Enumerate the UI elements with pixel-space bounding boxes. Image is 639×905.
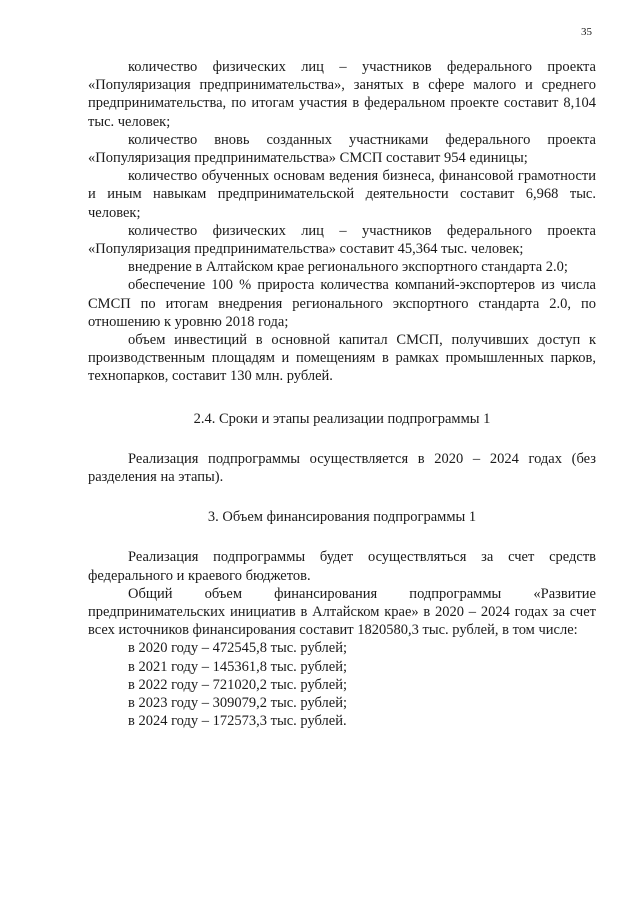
result-item-7: объем инвестиций в основной капитал СМСП, получивших доступ к производственным площадям и помещениям в рамках промышленных парков, технопарков, составит 130 млн. рублей. (88, 332, 596, 385)
funding-year-2020: в 2020 году – 472545,8 тыс. рублей; (128, 640, 348, 657)
section-heading-2-4: 2.4. Сроки и этапы реализации подпрограммы 1 (193, 410, 491, 427)
section-3-text-1: Реализация подпрограммы будет осуществляться за счет средств федерального и краевого бюджетов. (88, 549, 596, 584)
funding-year-2022: в 2022 году – 721020,2 тыс. рублей; (128, 676, 348, 693)
funding-year-2024: в 2024 году – 172573,3 тыс. рублей. (128, 713, 347, 730)
result-item-6: обеспечение 100 % прироста количества компаний-экспортеров из числа СМСП по итогам внедрения регионального экспортного стандарта 2.0, по отношению к уровню 2018 года; (88, 277, 596, 330)
result-item-3: количество обученных основам ведения бизнеса, финансовой грамотности и иным навыкам предпринимательской деятельности составит 6,968 тыс. человек; (88, 168, 596, 221)
funding-year-2023: в 2023 году – 309079,2 тыс. рублей; (128, 695, 348, 712)
page-content (88, 58, 596, 731)
section-2-4-text: Реализация подпрограммы осуществляется в 2020 – 2024 годах (без разделения на этапы). (88, 450, 596, 486)
result-item-5: внедрение в Алтайском крае регионального экспортного стандарта 2.0; (128, 259, 568, 276)
funding-year-2021: в 2021 году – 145361,8 тыс. рублей; (128, 658, 348, 675)
result-item-2: количество вновь созданных участниками федерального проекта «Популяризация предпринимательства» СМСП составит 954 единицы; (88, 131, 596, 167)
page-number: 35 (581, 26, 592, 38)
section-heading-3: 3. Объем финансирования подпрограммы 1 (207, 509, 477, 526)
result-item-1: количество физических лиц – участников федерального проекта «Популяризация предпринимательства», занятых в сфере малого и среднего предпринимательства, по итогам участия в федеральном проекте составит 8,104 тыс. человек; (88, 59, 596, 130)
result-item-4: количество физических лиц – участников федерального проекта «Популяризация предпринимательства» составит 45,364 тыс. человек; (88, 222, 596, 258)
section-3-text-2: Общий объем финансирования подпрограммы «Развитие предпринимательских инициатив в Алтайском крае» в 2020 – 2024 годах за счет всех источников финансирования составит 1820580,3 тыс. рублей, в том числе: (88, 585, 596, 639)
